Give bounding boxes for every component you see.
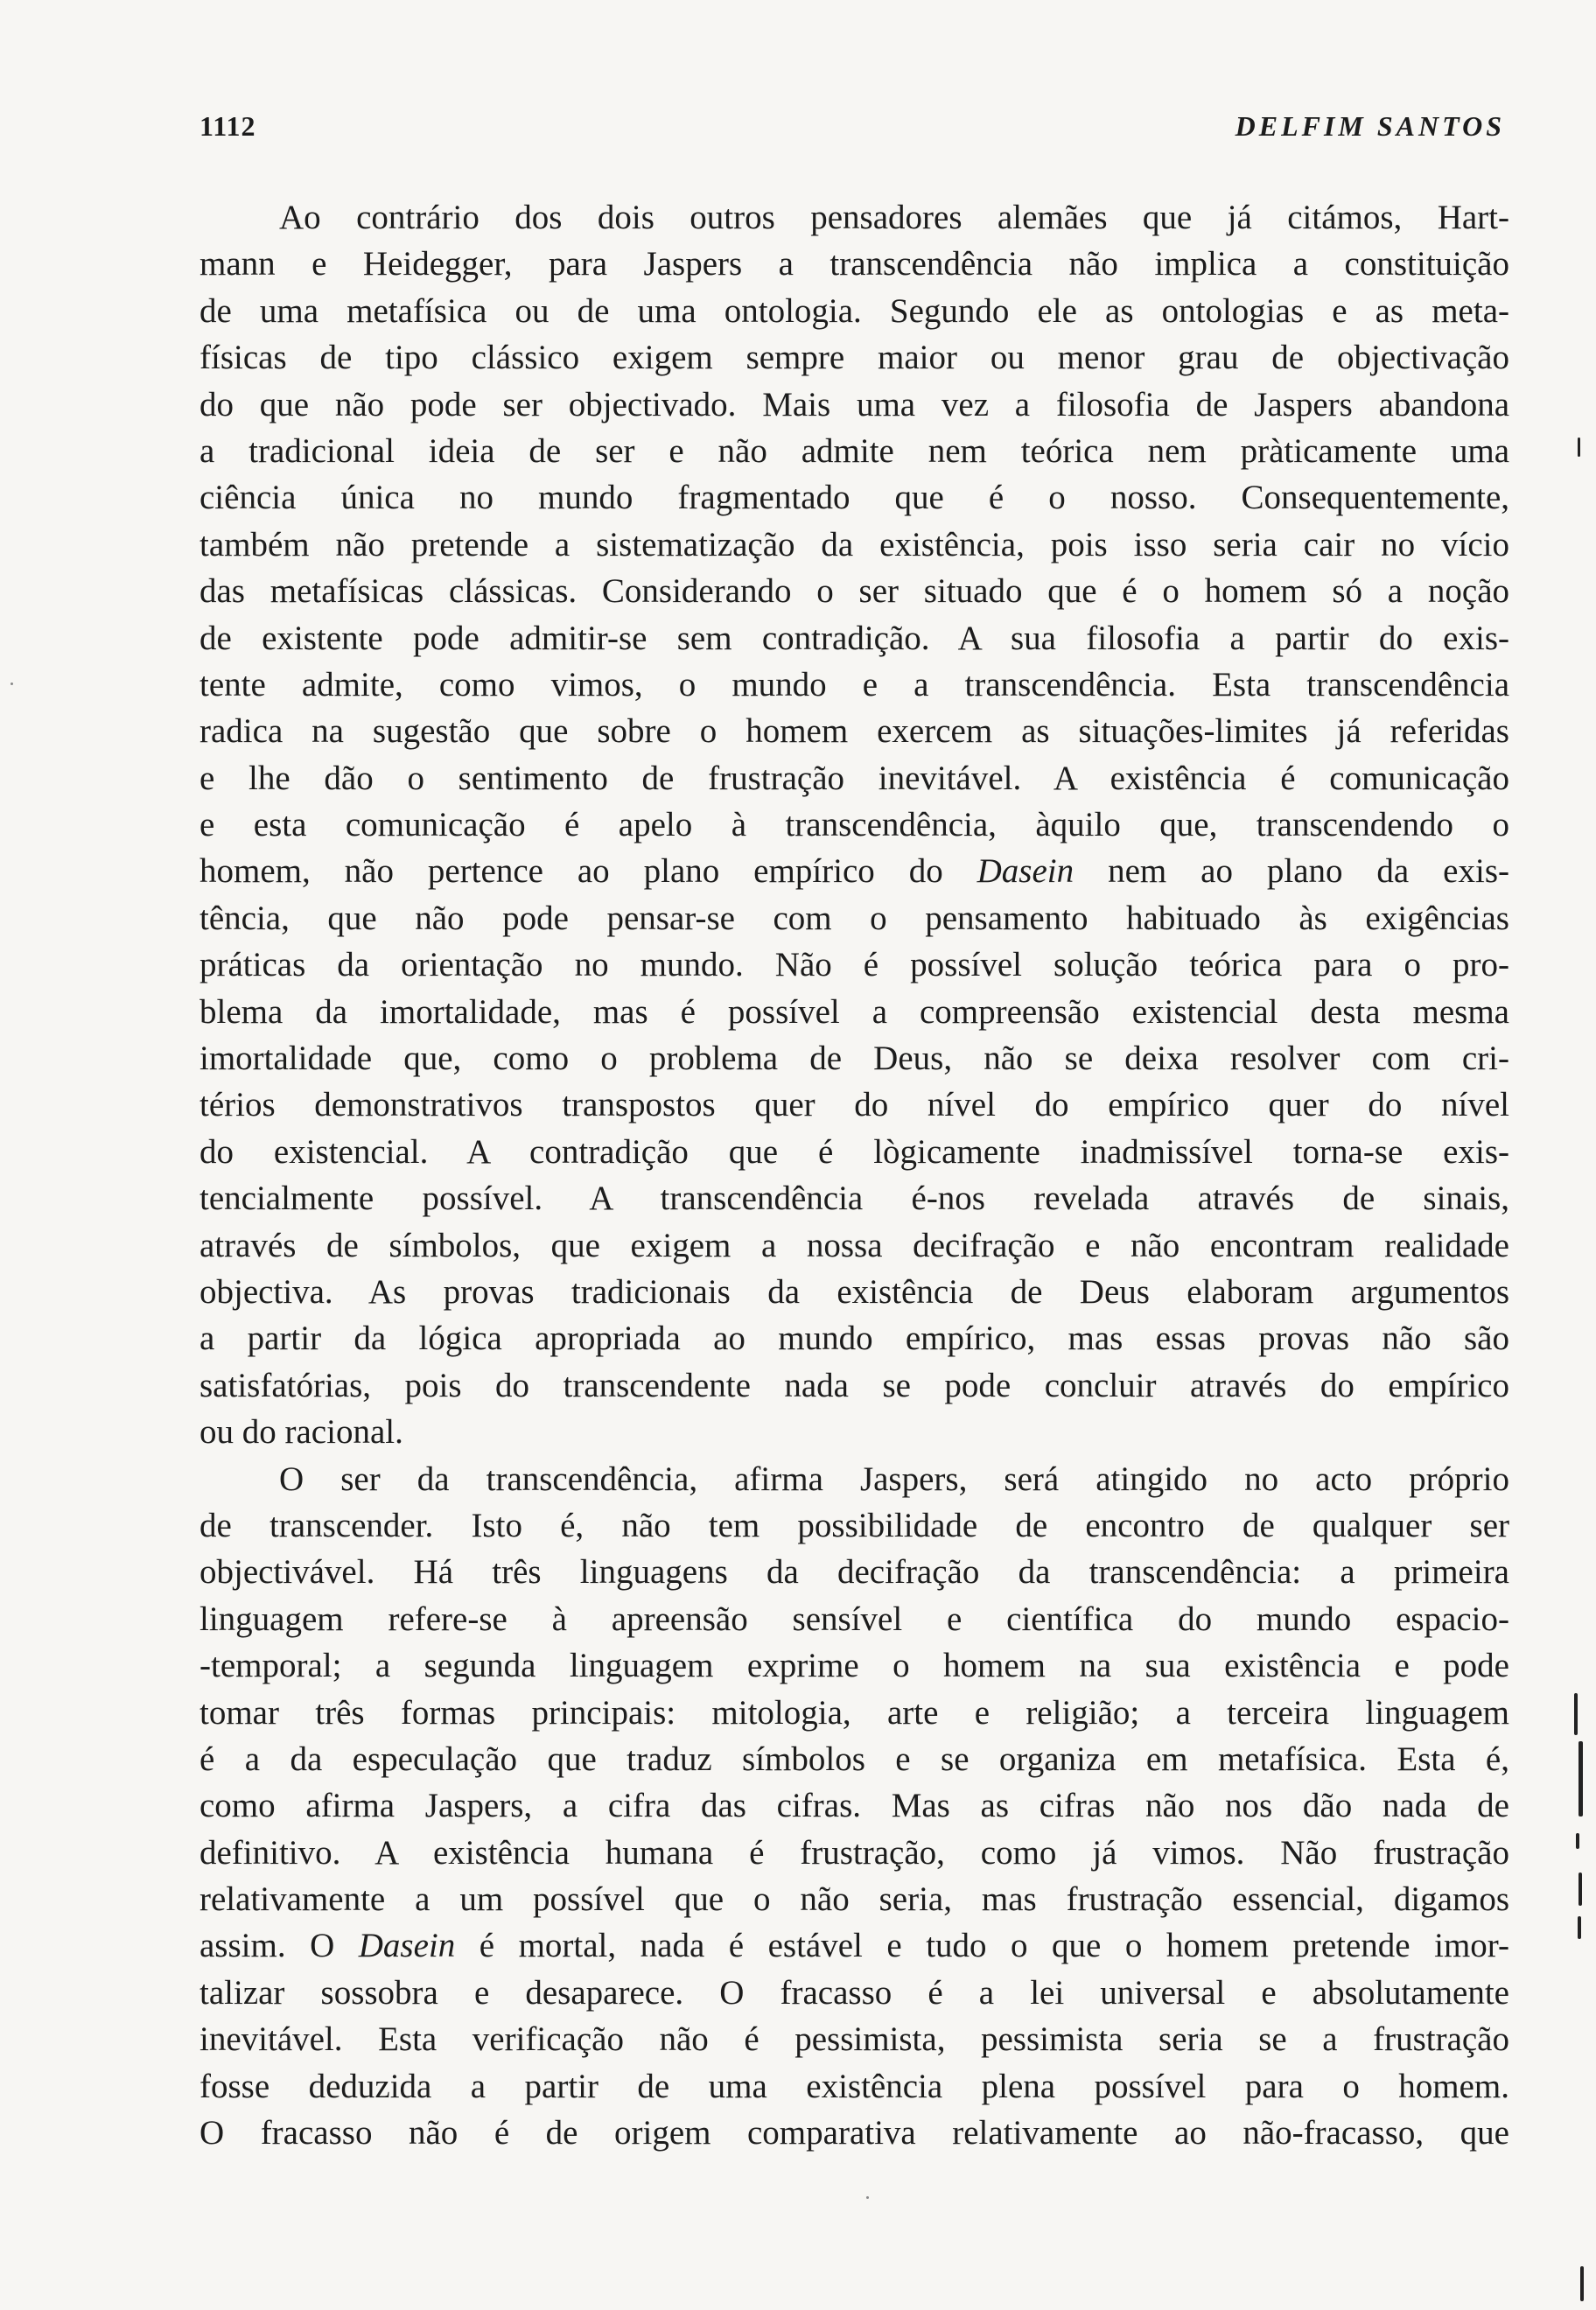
text-line: Ao contrário dos dois outros pensadores alemães que já citámos, Hart- bbox=[279, 199, 1509, 236]
text-line: como afirma Jaspers, a cifra das cifras. Mas as cifras não nos dão nada de bbox=[200, 1787, 1509, 1825]
margin-mark bbox=[1574, 1693, 1578, 1735]
italic-term: Dasein bbox=[358, 1927, 456, 1965]
text-line: térios demonstrativos transpostos quer do nível do empírico quer do nível bbox=[200, 1086, 1509, 1124]
text-line: práticas da orientação no mundo. Não é possível solução teórica para o pro- bbox=[200, 946, 1509, 984]
text-line: homem, não pertence ao plano empírico do Dasein nem ao plano da exis- bbox=[200, 852, 1509, 891]
scan-speck bbox=[10, 682, 13, 685]
margin-mark bbox=[1578, 1872, 1582, 1906]
text-line: O fracasso não é de origem comparativa relativamente ao não-fracasso, que bbox=[200, 2114, 1509, 2152]
text-line: tência, que não pode pensar-se com o pensamento habituado às exigências bbox=[200, 899, 1509, 937]
text-line: radica na sugestão que sobre o homem exercem as situações-limites já referidas bbox=[200, 712, 1509, 751]
text-line: O ser da transcendência, afirma Jaspers, será atingido no acto próprio bbox=[279, 1460, 1509, 1498]
text-line: ciência única no mundo fragmentado que é o nosso. Consequentemente, bbox=[200, 479, 1509, 517]
text-line: objectivável. Há três linguagens da decifração da transcendência: a primeira bbox=[200, 1553, 1509, 1592]
margin-mark bbox=[1578, 1916, 1581, 1939]
scan-speck bbox=[866, 2196, 869, 2199]
text-line: definitivo. A existência humana é frustração, como já vimos. Não frustração bbox=[200, 1833, 1509, 1872]
text-line: físicas de tipo clássico exigem sempre maior ou menor grau de objectivação bbox=[200, 339, 1509, 377]
italic-term: Dasein bbox=[976, 852, 1074, 891]
text-line: linguagem refere-se à apreensão sensível e científica do mundo espacio- bbox=[200, 1600, 1509, 1638]
text-line: a tradicional ideia de ser e não admite nem teórica nem pràticamente uma bbox=[200, 431, 1509, 470]
text-line: imortalidade que, como o problema de Deus, não se deixa resolver com cri- bbox=[200, 1040, 1509, 1078]
text-line: de transcender. Isto é, não tem possibilidade de encontro de qualquer ser bbox=[200, 1506, 1509, 1544]
text-line: relativamente a um possível que o não seria, mas frustração essencial, digamos bbox=[200, 1880, 1509, 1919]
text-line: e esta comunicação é apelo à transcendência, àquilo que, transcendendo o bbox=[200, 806, 1509, 844]
text-line: talizar sossobra e desaparece. O fracasso é a lei universal e absolutamente bbox=[200, 1973, 1509, 2012]
text-line: objectiva. As provas tradicionais da existência de Deus elaboram argumentos bbox=[200, 1272, 1509, 1311]
running-head: DELFIM SANTOS bbox=[1235, 110, 1505, 142]
text-line: -temporal; a segunda linguagem exprime o homem na sua existência e pode bbox=[200, 1647, 1509, 1685]
text-line: de uma metafísica ou de uma ontologia. Segundo ele as ontologias e as meta- bbox=[200, 291, 1509, 330]
text-line: inevitável. Esta verificação não é pessimista, pessimista seria se a frustração bbox=[200, 2020, 1509, 2059]
text-line: de existente pode admitir-se sem contradição. A sua filosofia a partir do exis- bbox=[200, 619, 1509, 657]
text-line: também não pretende a sistematização da existência, pois isso seria cair no vício bbox=[200, 525, 1509, 564]
margin-mark bbox=[1578, 1741, 1583, 1816]
text-line: satisfatórias, pois do transcendente nada se pode concluir através do empírico bbox=[200, 1366, 1509, 1404]
text-line: através de símbolos, que exigem a nossa decifração e não encontram realidade bbox=[200, 1226, 1509, 1264]
text-line: do existencial. A contradição que é lògicamente inadmissível torna-se exis- bbox=[200, 1132, 1509, 1171]
page-header bbox=[200, 110, 1505, 152]
margin-mark bbox=[1578, 438, 1580, 457]
text-line: a partir da lógica apropriada ao mundo empírico, mas essas provas não são bbox=[200, 1320, 1509, 1358]
text-line: fosse deduzida a partir de uma existência plena possível para o homem. bbox=[200, 2067, 1509, 2105]
text-line: tente admite, como vimos, o mundo e a transcendência. Esta transcendência bbox=[200, 665, 1509, 704]
text-line: blema da imortalidade, mas é possível a compreensão existencial desta mesma bbox=[200, 992, 1509, 1031]
text-line: mann e Heidegger, para Jaspers a transcendência não implica a constituição bbox=[200, 245, 1509, 284]
text-line: do que não pode ser objectivado. Mais uma vez a filosofia de Jaspers abandona bbox=[200, 385, 1509, 424]
text-line: e lhe dão o sentimento de frustração inevitável. A existência é comunicação bbox=[200, 759, 1509, 797]
text-line: das metafísicas clássicas. Considerando o ser situado que é o homem só a noção bbox=[200, 572, 1509, 611]
margin-mark bbox=[1580, 2266, 1584, 2301]
text-line: ou do racional. bbox=[200, 1413, 403, 1452]
body-text bbox=[200, 194, 1509, 2156]
text-line: tomar três formas principais: mitologia, arte e religião; a terceira linguagem bbox=[200, 1693, 1509, 1732]
text-line: é a da especulação que traduz símbolos e se organiza em metafísica. Esta é, bbox=[200, 1740, 1509, 1778]
text-line: tencialmente possível. A transcendência é-nos revelada através de sinais, bbox=[200, 1180, 1509, 1218]
text-line: assim. O Dasein é mortal, nada é estável e tudo o que o homem pretende imor- bbox=[200, 1927, 1509, 1965]
margin-mark bbox=[1576, 1833, 1579, 1849]
page-number: 1112 bbox=[200, 110, 256, 142]
